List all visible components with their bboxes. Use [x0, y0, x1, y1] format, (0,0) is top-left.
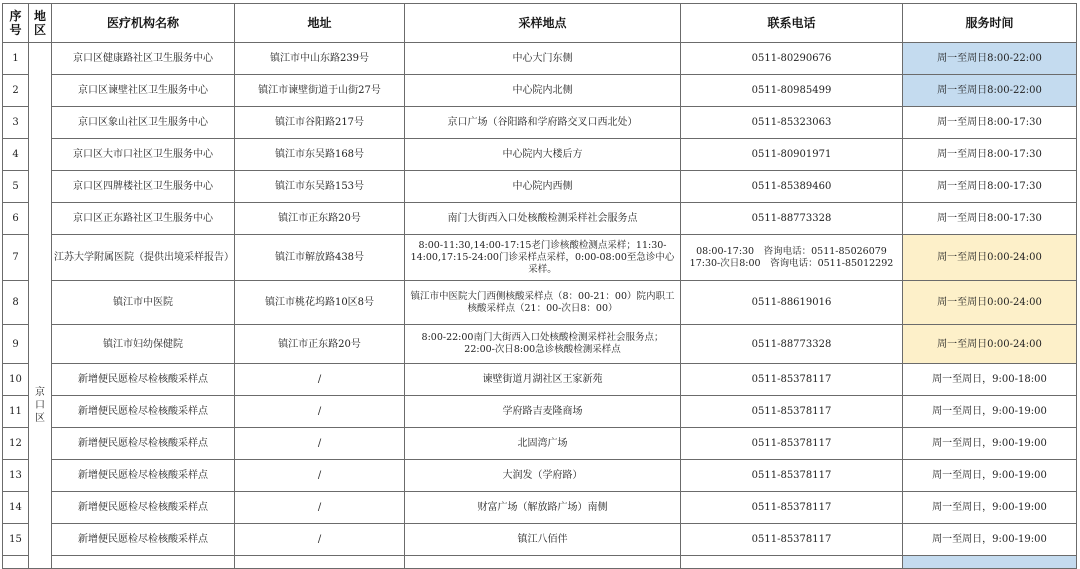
cell-address: 镇江市正东路20号 — [235, 203, 405, 235]
cell-name: 京口区象山社区卫生服务中心 — [52, 107, 235, 139]
table-row — [3, 171, 1077, 203]
header-phone: 联系电话 — [681, 4, 903, 43]
cell-hours: 周一至周日8:00-22:00 — [903, 43, 1077, 75]
table-row — [3, 428, 1077, 460]
cell-name: 京口区正东路社区卫生服务中心 — [52, 203, 235, 235]
cell-empty — [681, 556, 903, 569]
cell-hours: 周一至周日8:00-17:30 — [903, 139, 1077, 171]
cell-site: 镇江八佰伴 — [405, 524, 681, 556]
cell-phone: 0511-85323063 — [681, 107, 903, 139]
cell-hours: 周一至周日，9:00-19:00 — [903, 428, 1077, 460]
table-row — [3, 396, 1077, 428]
cell-address: / — [235, 364, 405, 396]
cell-name: 镇江市妇幼保健院 — [52, 325, 235, 364]
cell-site: 大润发（学府路） — [405, 460, 681, 492]
cell-site: 南门大街西入口处核酸检测采样社会服务点 — [405, 203, 681, 235]
cell-name: 新增便民愿检尽检核酸采样点 — [52, 492, 235, 524]
cell-name: 江苏大学附属医院（提供出境采样报告） — [52, 235, 235, 281]
table-row — [3, 235, 1077, 281]
cell-phone: 0511-85389460 — [681, 171, 903, 203]
cell-empty — [235, 556, 405, 569]
cell-hours: 周一至周日，9:00-19:00 — [903, 524, 1077, 556]
cell-no: 13 — [3, 460, 29, 492]
cell-name: 新增便民愿检尽检核酸采样点 — [52, 460, 235, 492]
cell-site: 学府路吉麦隆商场 — [405, 396, 681, 428]
cell-address: 镇江市东吴路168号 — [235, 139, 405, 171]
cell-phone: 0511-85378117 — [681, 524, 903, 556]
cell-no: 8 — [3, 281, 29, 325]
cell-hours: 周一至周日，9:00-18:00 — [903, 364, 1077, 396]
cell-address: / — [235, 428, 405, 460]
table-row-partial — [3, 556, 1077, 569]
table-row — [3, 325, 1077, 364]
cell-no: 10 — [3, 364, 29, 396]
cell-address: 镇江市桃花坞路10区8号 — [235, 281, 405, 325]
sampling-sites-table — [2, 3, 1077, 569]
cell-phone: 0511-85378117 — [681, 492, 903, 524]
cell-site: 谏壁街道月湖社区王家新苑 — [405, 364, 681, 396]
cell-no: 12 — [3, 428, 29, 460]
cell-site: 财富广场（解放路广场）南侧 — [405, 492, 681, 524]
cell-phone: 0511-85378117 — [681, 428, 903, 460]
header-no: 序号 — [3, 4, 29, 43]
cell-name: 新增便民愿检尽检核酸采样点 — [52, 396, 235, 428]
cell-name: 新增便民愿检尽检核酸采样点 — [52, 428, 235, 460]
cell-hours: 周一至周日0:00-24:00 — [903, 235, 1077, 281]
cell-hours: 周一至周日8:00-17:30 — [903, 203, 1077, 235]
table-row — [3, 75, 1077, 107]
table-body — [3, 43, 1077, 569]
cell-phone: 0511-85378117 — [681, 460, 903, 492]
cell-empty — [405, 556, 681, 569]
cell-name: 新增便民愿检尽检核酸采样点 — [52, 364, 235, 396]
header-address: 地址 — [235, 4, 405, 43]
region-label: 京口区 — [35, 387, 45, 424]
table-row — [3, 203, 1077, 235]
cell-address: / — [235, 524, 405, 556]
header-site: 采样地点 — [405, 4, 681, 43]
cell-name: 新增便民愿检尽检核酸采样点 — [52, 524, 235, 556]
cell-hours: 周一至周日，9:00-19:00 — [903, 396, 1077, 428]
cell-name: 京口区谏壁社区卫生服务中心 — [52, 75, 235, 107]
cell-site: 中心院内西侧 — [405, 171, 681, 203]
cell-no: 9 — [3, 325, 29, 364]
header-row — [3, 4, 1077, 43]
cell-site: 8:00-11:30,14:00-17:15老门诊核酸检测点采样；11:30-14:00,17:15-24:00门诊采样点采样，0:00-08:00至急诊中心采样。 — [405, 235, 681, 281]
cell-address: / — [235, 396, 405, 428]
header-region: 地区 — [29, 4, 52, 43]
cell-site: 中心院内大楼后方 — [405, 139, 681, 171]
cell-hours: 周一至周日0:00-24:00 — [903, 281, 1077, 325]
cell-no: 5 — [3, 171, 29, 203]
cell-no: 6 — [3, 203, 29, 235]
cell-site: 中心大门东侧 — [405, 43, 681, 75]
table-row — [3, 43, 1077, 75]
cell-no: 15 — [3, 524, 29, 556]
cell-no: 1 — [3, 43, 29, 75]
table-row — [3, 492, 1077, 524]
cell-hours: 周一至周日，9:00-19:00 — [903, 492, 1077, 524]
cell-site: 镇江市中医院大门西侧核酸采样点（8：00-21：00）院内职工核酸采样点（21：00-次日8：00） — [405, 281, 681, 325]
table-row — [3, 281, 1077, 325]
cell-phone: 0511-80985499 — [681, 75, 903, 107]
cell-phone: 0511-80901971 — [681, 139, 903, 171]
cell-region — [29, 43, 52, 569]
cell-address: 镇江市谏壁街道于山街27号 — [235, 75, 405, 107]
cell-phone: 0511-85378117 — [681, 364, 903, 396]
cell-name: 镇江市中医院 — [52, 281, 235, 325]
cell-address: 镇江市中山东路239号 — [235, 43, 405, 75]
header-hours: 服务时间 — [903, 4, 1077, 43]
table-row — [3, 524, 1077, 556]
cell-phone: 0511-85378117 — [681, 396, 903, 428]
cell-hours: 周一至周日，9:00-19:00 — [903, 460, 1077, 492]
cell-phone: 0511-80290676 — [681, 43, 903, 75]
table-row — [3, 364, 1077, 396]
cell-no: 7 — [3, 235, 29, 281]
cell-address: 镇江市正东路20号 — [235, 325, 405, 364]
cell-address: 镇江市解放路438号 — [235, 235, 405, 281]
cell-phone: 08:00-17:30 咨询电话：0511-85026079 17:30-次日8:00 咨询电话：0511-85012292 — [681, 235, 903, 281]
cell-hours: 周一至周日8:00-22:00 — [903, 75, 1077, 107]
cell-address: 镇江市谷阳路217号 — [235, 107, 405, 139]
cell-name: 京口区四牌楼社区卫生服务中心 — [52, 171, 235, 203]
table-row — [3, 139, 1077, 171]
cell-site: 8:00-22:00南门大街西入口处核酸检测采样社会服务点；22:00-次日8:00急诊核酸检测采样点 — [405, 325, 681, 364]
cell-address: / — [235, 460, 405, 492]
cell-address: 镇江市东吴路153号 — [235, 171, 405, 203]
cell-address: / — [235, 492, 405, 524]
cell-hours: 周一至周日0:00-24:00 — [903, 325, 1077, 364]
cell-no: 2 — [3, 75, 29, 107]
cell-no: 11 — [3, 396, 29, 428]
cell-site: 北固湾广场 — [405, 428, 681, 460]
cell-phone: 0511-88619016 — [681, 281, 903, 325]
cell-site: 中心院内北侧 — [405, 75, 681, 107]
cell-site: 京口广场（谷阳路和学府路交叉口西北处） — [405, 107, 681, 139]
cell-no: 4 — [3, 139, 29, 171]
cell-empty — [903, 556, 1077, 569]
cell-hours: 周一至周日8:00-17:30 — [903, 171, 1077, 203]
cell-hours: 周一至周日8:00-17:30 — [903, 107, 1077, 139]
cell-empty — [3, 556, 29, 569]
cell-empty — [52, 556, 235, 569]
header-name: 医疗机构名称 — [52, 4, 235, 43]
cell-no: 3 — [3, 107, 29, 139]
cell-name: 京口区健康路社区卫生服务中心 — [52, 43, 235, 75]
cell-phone: 0511-88773328 — [681, 203, 903, 235]
cell-no: 14 — [3, 492, 29, 524]
table-row — [3, 107, 1077, 139]
cell-phone: 0511-88773328 — [681, 325, 903, 364]
table-row — [3, 460, 1077, 492]
cell-name: 京口区大市口社区卫生服务中心 — [52, 139, 235, 171]
